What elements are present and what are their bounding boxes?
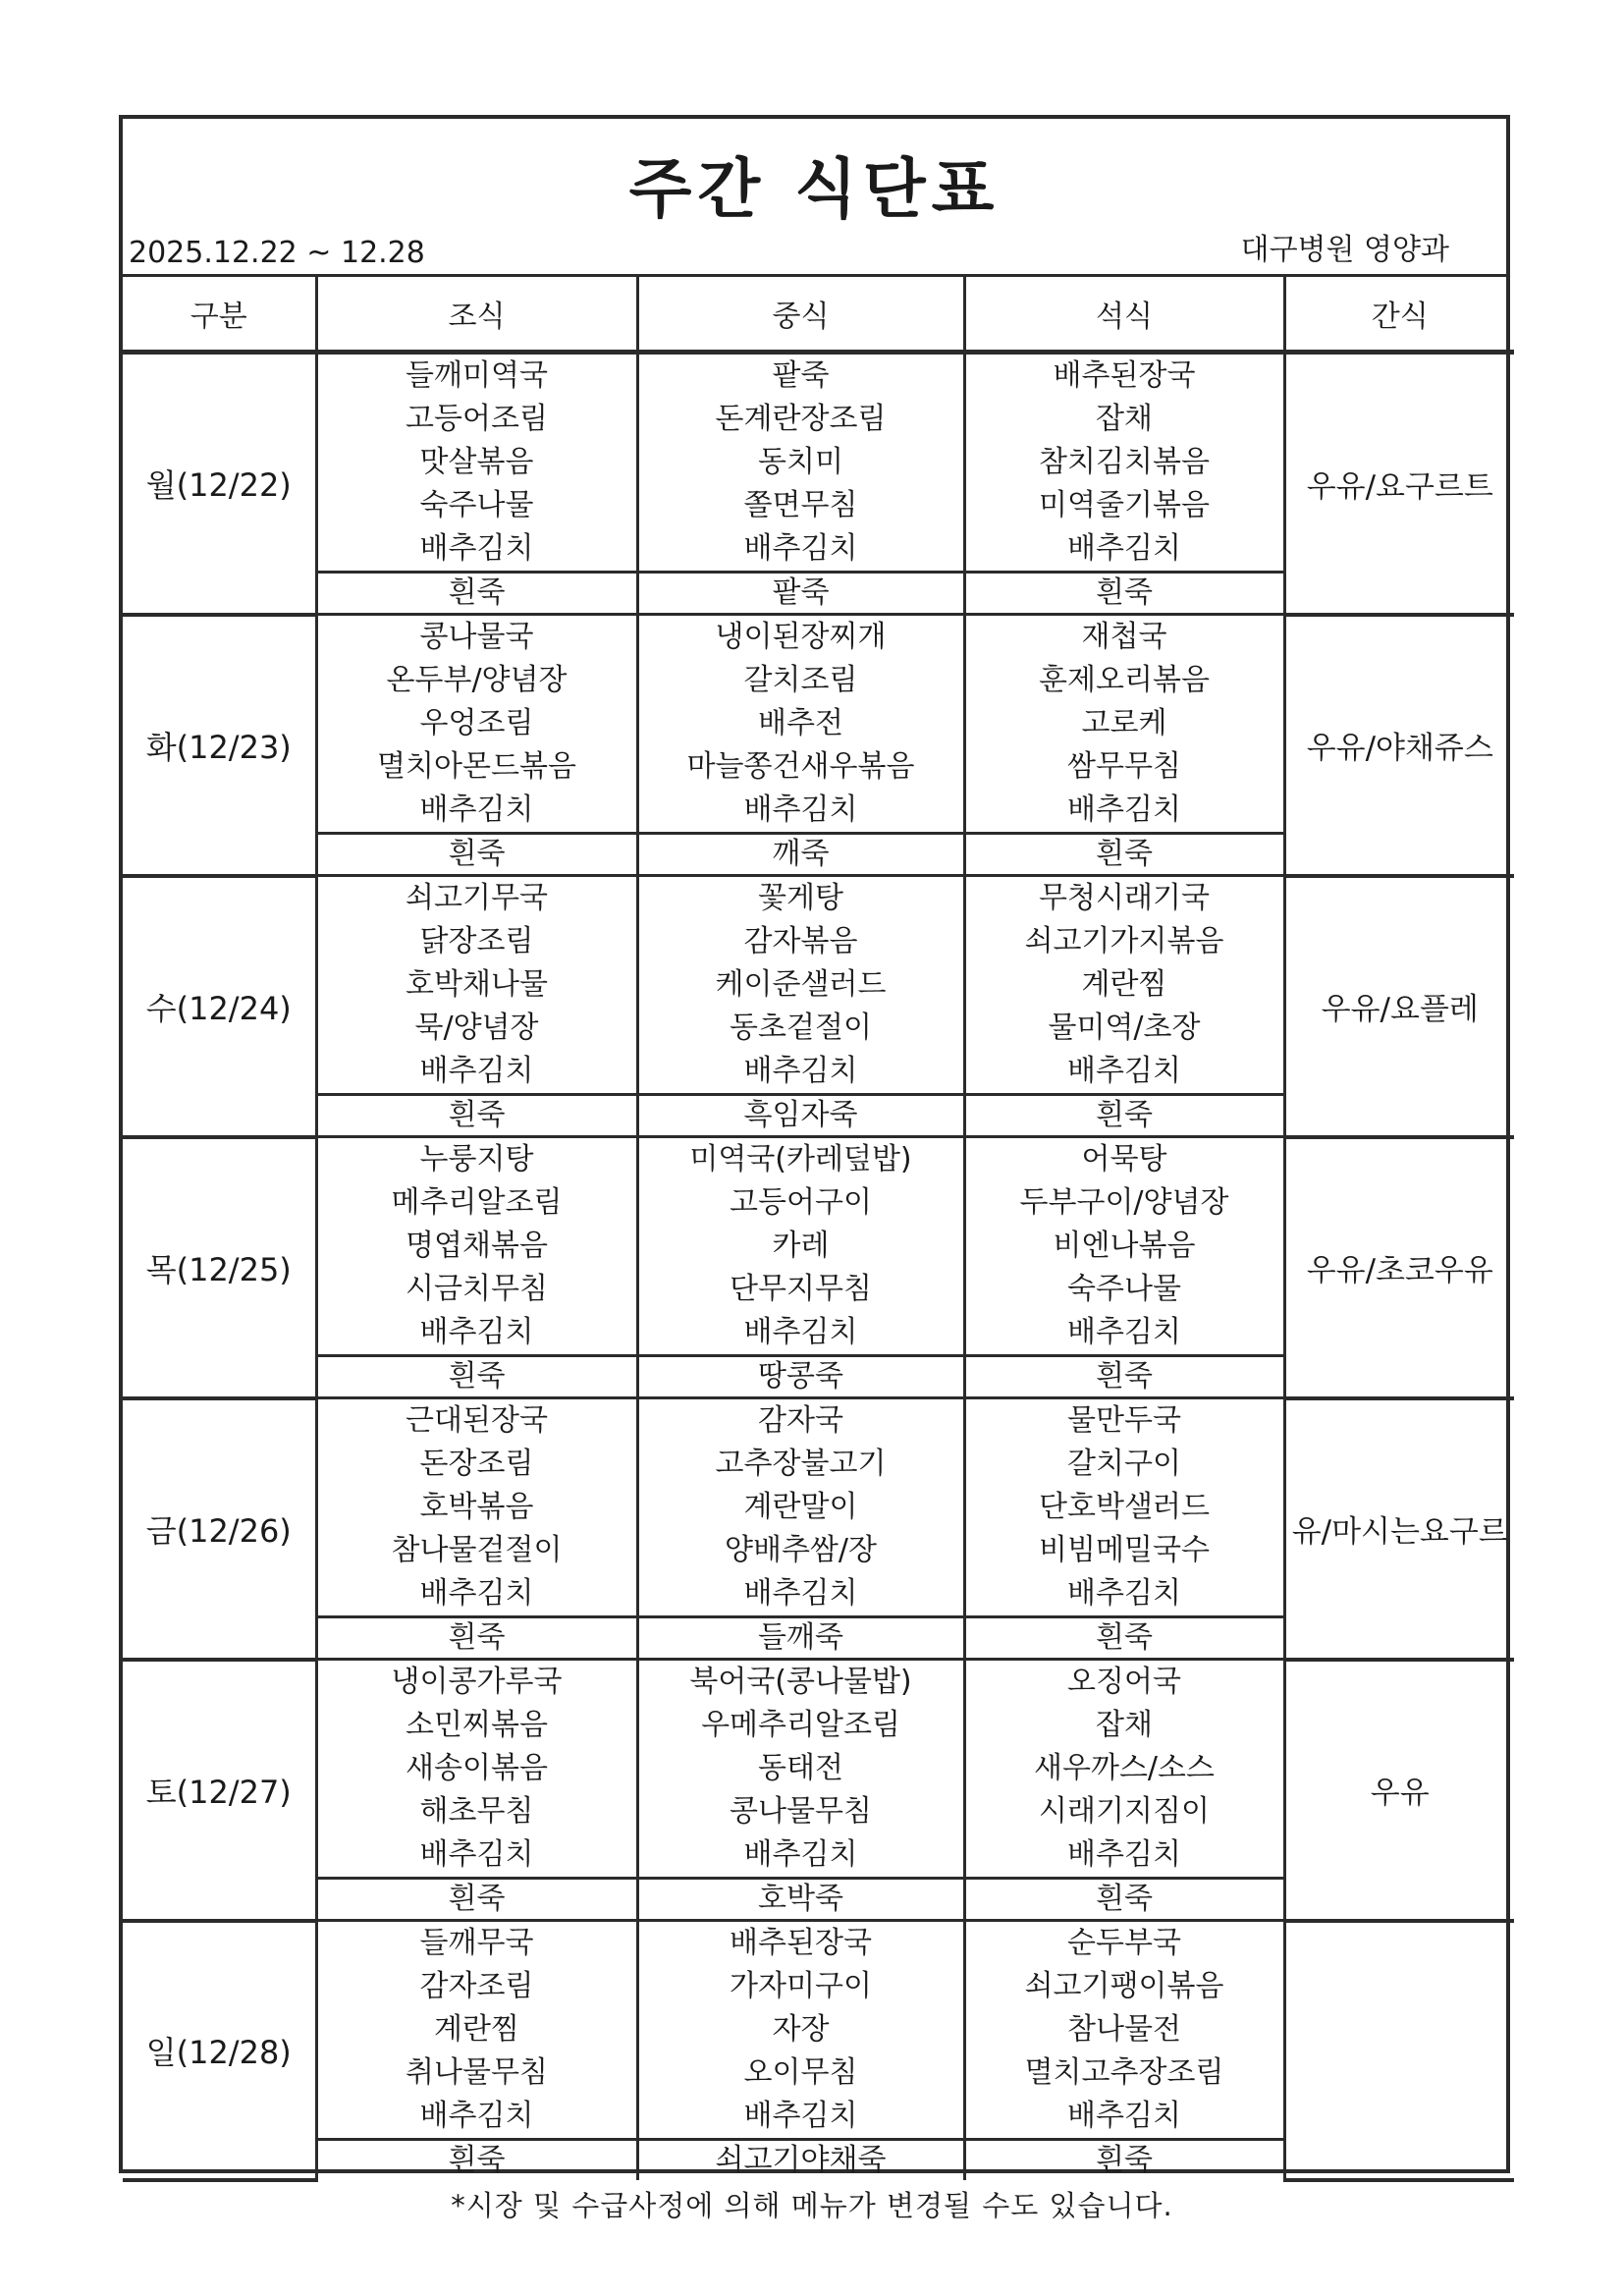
menu-item: 고등어조림 <box>406 402 548 436</box>
menu-item: 참치김치볶음 <box>1039 445 1210 479</box>
header-breakfast: 조식 <box>316 277 637 353</box>
breakfast-menu-cell <box>316 353 637 573</box>
menu-item: 배추김치 <box>419 1576 534 1611</box>
menu-item: 감자볶음 <box>743 924 858 958</box>
menu-item: 우메추리알조림 <box>701 1708 900 1742</box>
menu-item: 잡채 <box>1096 1708 1153 1742</box>
lunch-porridge: 땅콩죽 <box>637 1356 964 1398</box>
menu-item: 쇠고기팽이볶음 <box>1024 1969 1224 2003</box>
dinner-porridge: 흰죽 <box>964 573 1284 615</box>
menu-item: 비빔메밀국수 <box>1039 1533 1210 1567</box>
menu-item: 근대된장국 <box>406 1403 548 1438</box>
breakfast-menu-cell <box>316 1398 637 1617</box>
lunch-menu-cell <box>637 876 964 1095</box>
day-label: 토(12/27) <box>123 1660 316 1921</box>
day-row <box>123 1660 1514 1879</box>
dinner-porridge: 흰죽 <box>964 1095 1284 1137</box>
menu-item: 배추김치 <box>419 1054 534 1088</box>
menu-item: 팥죽 <box>772 358 830 393</box>
menu-item: 배추김치 <box>1067 1315 1181 1349</box>
menu-item: 취나물무침 <box>406 2055 548 2090</box>
menu-item: 시래기지짐이 <box>1039 1794 1210 1829</box>
lunch-menu-cell <box>637 1137 964 1356</box>
breakfast-menu-cell <box>316 1921 637 2140</box>
dinner-menu-cell <box>964 1137 1284 1356</box>
menu-item: 우엉조림 <box>419 706 534 740</box>
page-title: 주간 식단표 <box>628 151 1001 227</box>
menu-item: 닭장조림 <box>419 924 534 958</box>
menu-item: 해초무침 <box>419 1794 534 1829</box>
day-label: 화(12/23) <box>123 615 316 876</box>
menu-item: 배추김치 <box>743 531 858 566</box>
menu-item: 물만두국 <box>1067 1403 1181 1438</box>
menu-item: 참나물전 <box>1067 2012 1181 2047</box>
menu-body <box>123 353 1514 2181</box>
menu-item: 배추김치 <box>419 2099 534 2133</box>
lunch-porridge: 호박죽 <box>637 1879 964 1921</box>
menu-item: 꽃게탕 <box>758 881 843 915</box>
day-label: 금(12/26) <box>123 1398 316 1660</box>
menu-item: 냉이콩가루국 <box>391 1665 563 1699</box>
breakfast-menu-cell <box>316 1137 637 1356</box>
breakfast-menu-cell <box>316 1660 637 1879</box>
breakfast-menu-cell <box>316 615 637 834</box>
lunch-porridge: 흑임자죽 <box>637 1095 964 1137</box>
menu-item: 배추김치 <box>1067 1576 1181 1611</box>
dinner-porridge: 흰죽 <box>964 2140 1284 2181</box>
dinner-porridge: 흰죽 <box>964 1356 1284 1398</box>
lunch-menu-cell <box>637 615 964 834</box>
header-snack: 간식 <box>1284 277 1514 353</box>
dinner-porridge: 흰죽 <box>964 1879 1284 1921</box>
menu-item: 들깨미역국 <box>406 358 548 393</box>
menu-item: 계란말이 <box>743 1490 858 1524</box>
menu-item: 배추김치 <box>743 1054 858 1088</box>
day-row <box>123 615 1514 834</box>
menu-item: 쇠고기가지볶음 <box>1024 924 1224 958</box>
snack-cell: 우유/요구르트 <box>1284 353 1514 615</box>
lunch-porridge: 쇠고기야채죽 <box>637 2140 964 2181</box>
menu-item: 배추김치 <box>419 1315 534 1349</box>
menu-item: 갈치조림 <box>743 663 858 697</box>
menu-item: 배추김치 <box>743 1315 858 1349</box>
dinner-menu-cell <box>964 1398 1284 1617</box>
weekly-menu-table <box>123 277 1514 2182</box>
menu-item: 배추김치 <box>743 793 858 827</box>
menu-item: 소민찌볶음 <box>406 1708 548 1742</box>
menu-item: 계란찜 <box>434 2012 519 2047</box>
menu-item: 배추김치 <box>1067 2099 1181 2133</box>
menu-item: 고등어구이 <box>730 1185 872 1220</box>
breakfast-porridge: 흰죽 <box>316 573 637 615</box>
breakfast-porridge: 흰죽 <box>316 1095 637 1137</box>
day-row <box>123 1137 1514 1356</box>
header-dinner: 석식 <box>964 277 1284 353</box>
lunch-porridge: 깨죽 <box>637 834 964 876</box>
snack-cell <box>1284 1921 1514 2181</box>
breakfast-porridge: 흰죽 <box>316 1879 637 1921</box>
department-name: 대구병원 영양과 <box>1240 233 1449 267</box>
menu-item: 호박볶음 <box>419 1490 534 1524</box>
header-lunch: 중식 <box>637 277 964 353</box>
breakfast-porridge: 흰죽 <box>316 2140 637 2181</box>
menu-item: 오징어국 <box>1067 1665 1181 1699</box>
day-row <box>123 1921 1514 2140</box>
menu-item: 동치미 <box>758 445 843 479</box>
menu-item: 미역국(카레덮밥) <box>689 1142 912 1176</box>
dinner-menu-cell <box>964 1921 1284 2140</box>
menu-item: 배추김치 <box>419 1837 534 1872</box>
menu-item: 고추장불고기 <box>715 1447 887 1481</box>
day-label: 월(12/22) <box>123 353 316 615</box>
menu-item: 감자국 <box>758 1403 843 1438</box>
menu-item: 카레 <box>772 1229 830 1263</box>
breakfast-menu-cell <box>316 876 637 1095</box>
snack-cell: 유/마시는요구르 <box>1284 1398 1514 1660</box>
menu-item: 숙주나물 <box>1067 1272 1181 1306</box>
lunch-menu-cell <box>637 1660 964 1879</box>
menu-item: 계란찜 <box>1081 967 1167 1002</box>
lunch-menu-cell <box>637 1921 964 2140</box>
menu-item: 단무지무침 <box>730 1272 872 1306</box>
menu-item: 배추된장국 <box>1053 358 1196 393</box>
menu-item: 메추리알조림 <box>391 1185 563 1220</box>
breakfast-porridge: 흰죽 <box>316 834 637 876</box>
snack-cell: 우유/초코우유 <box>1284 1137 1514 1398</box>
menu-item: 북어국(콩나물밥) <box>689 1665 912 1699</box>
menu-item: 비엔나볶음 <box>1053 1229 1196 1263</box>
menu-item: 무청시래기국 <box>1039 881 1210 915</box>
lunch-porridge: 들깨죽 <box>637 1617 964 1660</box>
menu-item: 배추김치 <box>743 1837 858 1872</box>
day-label: 수(12/24) <box>123 876 316 1137</box>
menu-item: 배추김치 <box>1067 793 1181 827</box>
menu-item: 맛살볶음 <box>419 445 534 479</box>
menu-item: 동초겉절이 <box>730 1011 872 1045</box>
menu-item: 마늘쫑건새우볶음 <box>686 749 915 784</box>
menu-item: 들깨무국 <box>419 1926 534 1960</box>
menu-item: 돈계란장조림 <box>715 402 887 436</box>
menu-item: 묵/양념장 <box>414 1011 539 1045</box>
menu-item: 콩나물국 <box>419 620 534 654</box>
menu-item: 시금치무침 <box>406 1272 548 1306</box>
menu-item: 배추전 <box>758 706 843 740</box>
day-label: 일(12/28) <box>123 1921 316 2181</box>
menu-item: 참나물겉절이 <box>391 1533 563 1567</box>
menu-item: 배추김치 <box>1067 531 1181 566</box>
menu-item: 순두부국 <box>1067 1926 1181 1960</box>
header-category: 구분 <box>123 277 316 353</box>
menu-item: 새송이볶음 <box>406 1751 548 1785</box>
menu-item: 배추김치 <box>419 793 534 827</box>
lunch-menu-cell <box>637 353 964 573</box>
menu-item: 동태전 <box>758 1751 843 1785</box>
menu-item: 쌈무무침 <box>1067 749 1181 784</box>
dinner-menu-cell <box>964 876 1284 1095</box>
date-range: 2025.12.22 ~ 12.28 <box>129 236 425 270</box>
menu-item: 누룽지탕 <box>419 1142 534 1176</box>
lunch-porridge: 팥죽 <box>637 573 964 615</box>
menu-item: 명엽채볶음 <box>406 1229 548 1263</box>
menu-item: 배추김치 <box>1067 1837 1181 1872</box>
title-area <box>123 119 1506 277</box>
menu-item: 돈장조림 <box>419 1447 534 1481</box>
day-label: 목(12/25) <box>123 1137 316 1398</box>
dinner-menu-cell <box>964 615 1284 834</box>
dinner-porridge: 흰죽 <box>964 1617 1284 1660</box>
menu-item: 새우까스/소스 <box>1034 1751 1215 1785</box>
dinner-menu-cell <box>964 353 1284 573</box>
snack-cell: 우유/야채쥬스 <box>1284 615 1514 876</box>
menu-item: 배추김치 <box>419 531 534 566</box>
menu-item: 갈치구이 <box>1067 1447 1181 1481</box>
menu-item: 배추된장국 <box>730 1926 872 1960</box>
menu-item: 단호박샐러드 <box>1039 1490 1210 1524</box>
menu-item: 두부구이/양념장 <box>1019 1185 1229 1220</box>
menu-item: 오이무침 <box>743 2055 858 2090</box>
menu-item: 온두부/양념장 <box>386 663 568 697</box>
breakfast-porridge: 흰죽 <box>316 1617 637 1660</box>
dinner-porridge: 흰죽 <box>964 834 1284 876</box>
menu-item: 배추김치 <box>743 2099 858 2133</box>
day-row <box>123 1398 1514 1617</box>
menu-item: 숙주나물 <box>419 488 534 522</box>
lunch-menu-cell <box>637 1398 964 1617</box>
menu-item: 멸치아몬드볶음 <box>377 749 576 784</box>
menu-item: 재첩국 <box>1081 620 1167 654</box>
menu-item: 냉이된장찌개 <box>715 620 887 654</box>
menu-item: 쇠고기무국 <box>406 881 548 915</box>
menu-sheet <box>119 115 1510 2177</box>
dinner-menu-cell <box>964 1660 1284 1879</box>
menu-item: 고로케 <box>1081 706 1167 740</box>
menu-item: 자장 <box>772 2012 830 2047</box>
snack-cell: 우유 <box>1284 1660 1514 1921</box>
menu-item: 배추김치 <box>743 1576 858 1611</box>
breakfast-porridge: 흰죽 <box>316 1356 637 1398</box>
menu-item: 쫄면무침 <box>743 488 858 522</box>
day-row <box>123 876 1514 1095</box>
menu-item: 케이준샐러드 <box>715 967 887 1002</box>
menu-item: 미역줄기볶음 <box>1039 488 1210 522</box>
menu-item: 콩나물무침 <box>730 1794 872 1829</box>
menu-item: 양배추쌈/장 <box>724 1533 877 1567</box>
menu-item: 멸치고추장조림 <box>1024 2055 1224 2090</box>
menu-item: 가자미구이 <box>730 1969 872 2003</box>
menu-item: 호박채나물 <box>406 967 548 1002</box>
snack-cell: 우유/요플레 <box>1284 876 1514 1137</box>
menu-item: 잡채 <box>1096 402 1153 436</box>
footnote: *시장 및 수급사정에 의해 메뉴가 변경될 수도 있습니다. <box>451 2189 1173 2222</box>
day-row <box>123 353 1514 573</box>
menu-item: 어묵탕 <box>1081 1142 1167 1176</box>
menu-item: 감자조림 <box>419 1969 534 2003</box>
menu-item: 물미역/초장 <box>1048 1011 1201 1045</box>
menu-item: 배추김치 <box>1067 1054 1181 1088</box>
header-row <box>123 277 1514 353</box>
menu-item: 훈제오리볶음 <box>1039 663 1210 697</box>
